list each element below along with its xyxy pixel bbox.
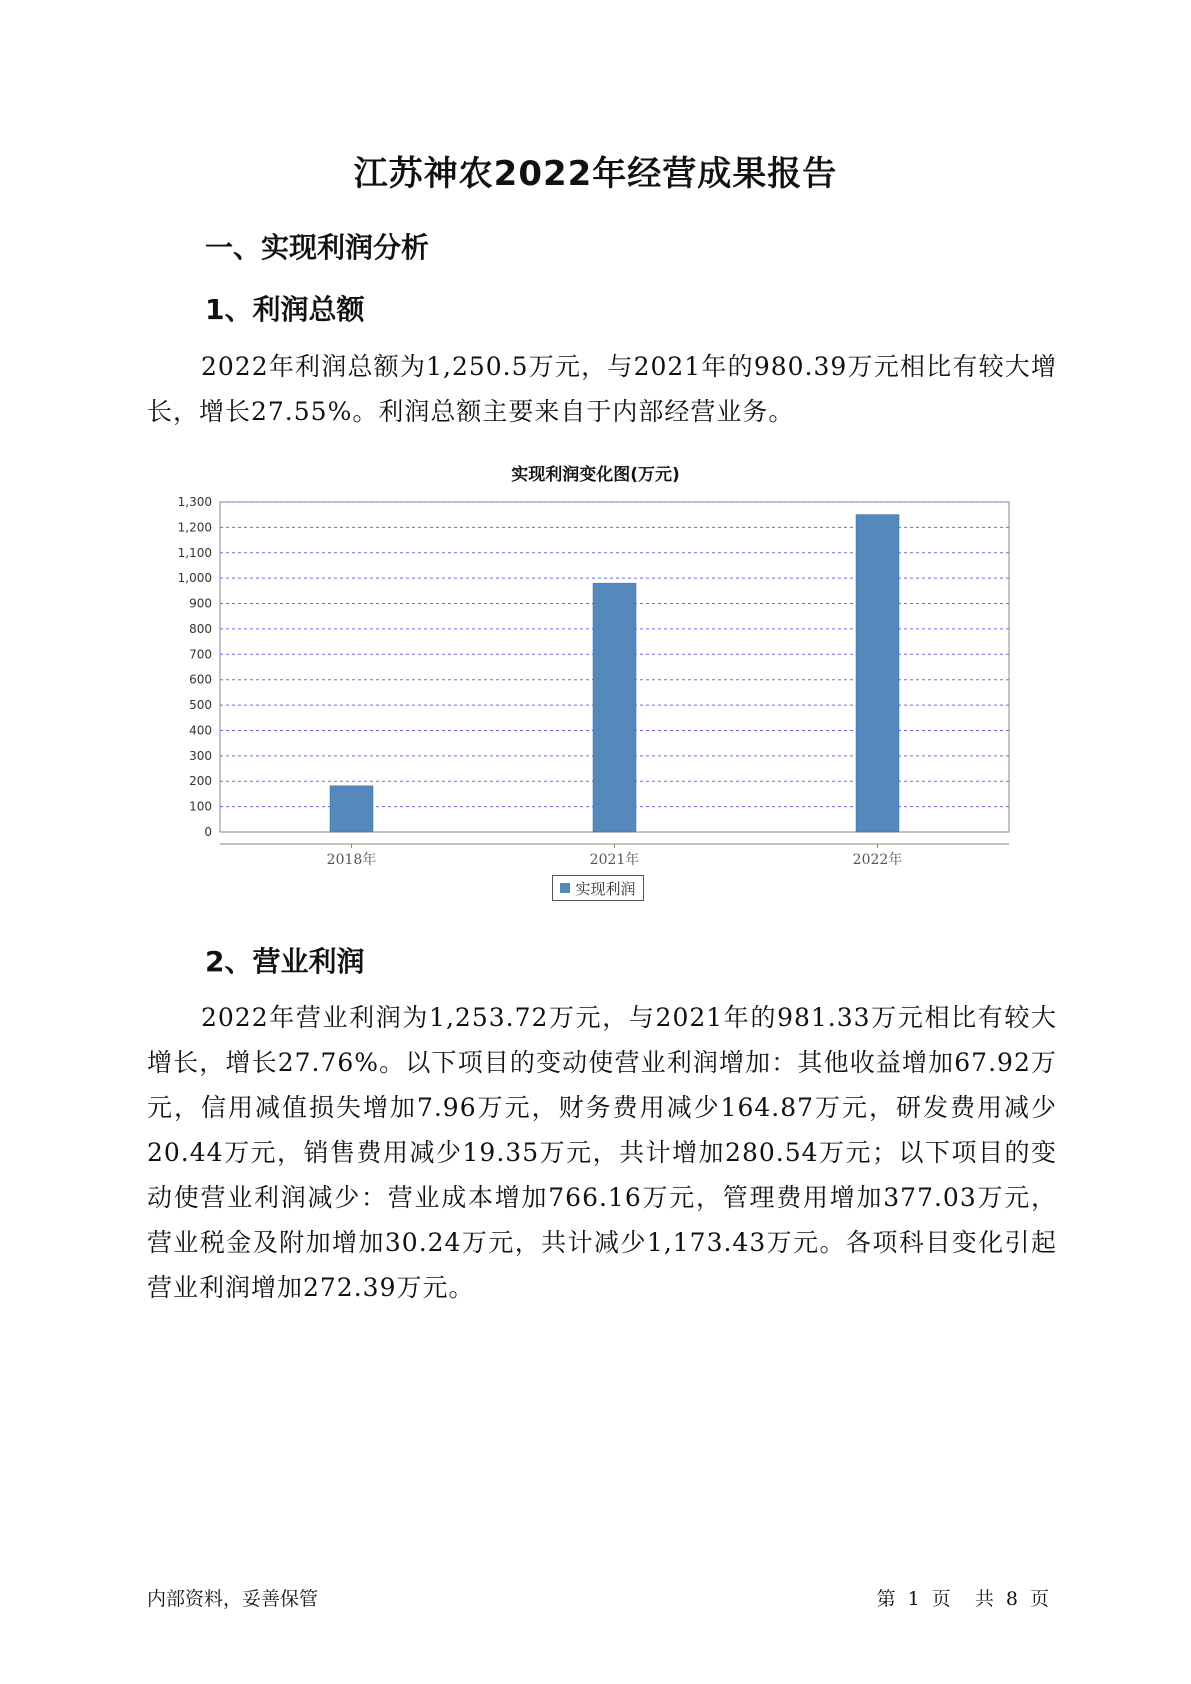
total-pages: 8	[1005, 1588, 1018, 1610]
y-tick-label: 600	[189, 672, 212, 687]
y-tick-label: 1,100	[177, 545, 212, 560]
y-tick-label: 900	[189, 596, 212, 611]
total-label: 页	[1029, 1588, 1049, 1610]
bar-2022年	[856, 515, 899, 832]
y-tick-label: 200	[189, 774, 212, 789]
page-label: 页	[931, 1588, 951, 1610]
chart-title: 实现利润变化图(万元)	[511, 465, 680, 485]
total-prefix: 共	[974, 1588, 994, 1610]
plot-area	[220, 502, 1009, 832]
y-tick-label: 500	[189, 698, 212, 713]
y-tick-label: 800	[189, 621, 212, 636]
footer-page-info	[871, 1584, 1055, 1611]
page-number: 1	[907, 1588, 920, 1610]
bar-2018年	[330, 786, 373, 832]
x-tick-label: 2022年	[852, 852, 903, 868]
operating-profit-paragraph: 2022年营业利润为1,253.72万元，与2021年的981.33万元相比有较大增长，增长27.76%。以下项目的变动使营业利润增加：其他收益增加67.92万元，信用减值损失增加7.96万元，财务费用减少164.87万元，研发费用减少20.44万元，销售费用减少19.35万元，共计增加280.54万元；以下项目的变动使营业利润减少：营业成本增加766.16万元，管理费用增加377.03万元，营业税金及附加增加30.24万元，共计减少1,173.43万元。各项科目变化引起营业利润增加272.39万元。	[147, 1003, 1057, 1302]
x-tick-label: 2018年	[326, 852, 377, 868]
x-tick-label: 2021年	[589, 852, 640, 868]
y-tick-label: 400	[189, 723, 212, 738]
chart-legend	[552, 875, 644, 901]
total-profit-paragraph: 2022年利润总额为1,250.5万元，与2021年的980.39万元相比有较大增长，增长27.55%。利润总额主要来自于内部经营业务。	[147, 352, 1057, 426]
footer-confidential-note: 内部资料，妥善保管	[147, 1588, 319, 1610]
y-tick-label: 1,000	[177, 571, 212, 586]
subheading-operating-profit: 2、营业利润	[205, 945, 365, 978]
y-tick-label: 300	[189, 748, 212, 763]
document-title: 江苏神农2022年经营成果报告	[353, 154, 838, 194]
bar-2021年	[593, 583, 636, 832]
legend-swatch	[560, 883, 570, 893]
section-heading-profit-analysis: 一、实现利润分析	[205, 231, 430, 264]
y-tick-label: 1,200	[177, 520, 212, 535]
y-tick-label: 700	[189, 647, 212, 662]
legend-label: 实现利润	[575, 879, 636, 898]
y-tick-label: 1,300	[177, 495, 212, 509]
page-prefix: 第	[876, 1588, 896, 1610]
subheading-total-profit: 1、利润总额	[205, 293, 365, 326]
y-tick-label: 100	[189, 799, 212, 814]
y-tick-label: 0	[204, 825, 212, 839]
